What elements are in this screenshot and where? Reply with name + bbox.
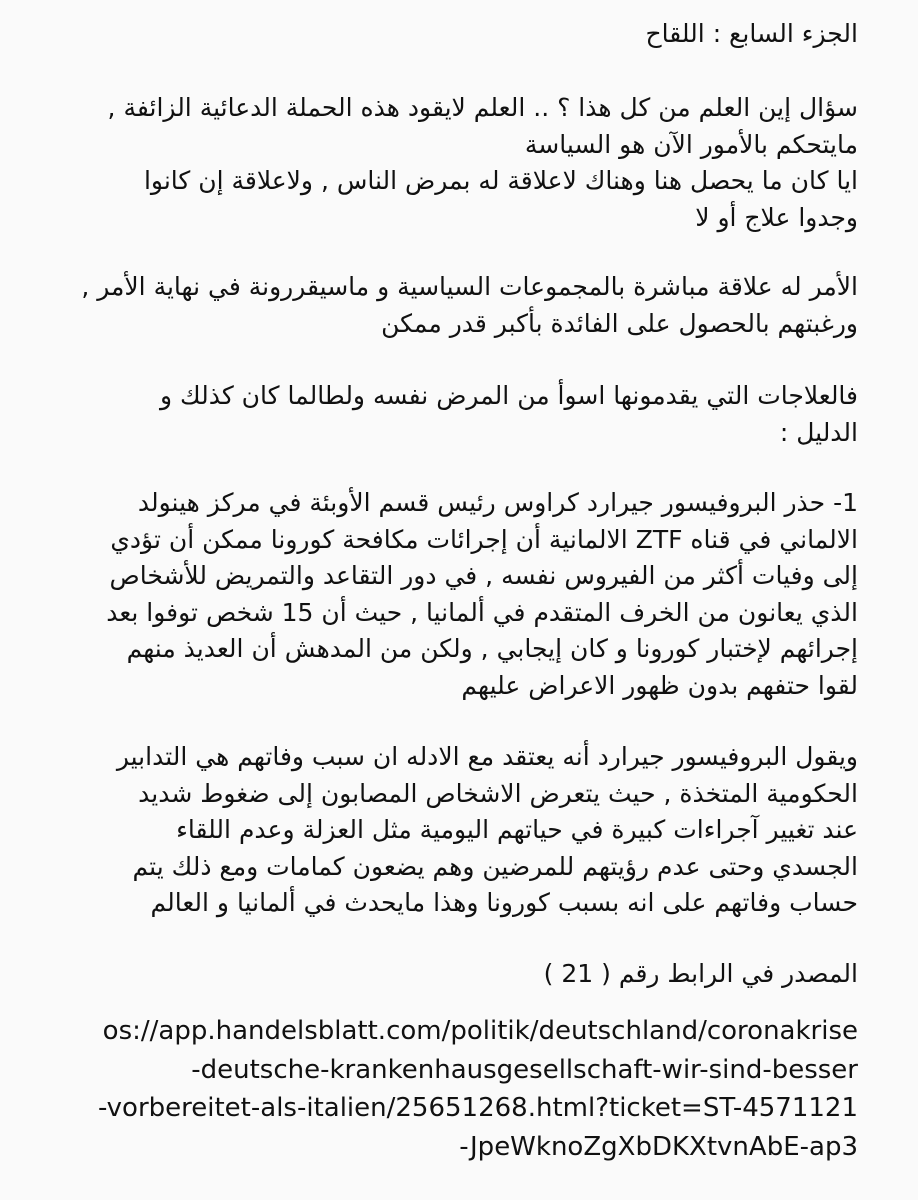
text-line: مايتحكم بالأمور الآن هو السياسة: [524, 129, 858, 159]
paragraph-3: [58, 378, 858, 451]
text-line: الحكومية المتخذة , حيث يتعرض الاشخاص المصابون إلى ضغوط شديد: [138, 778, 858, 808]
text-line: الأمر له علاقة مباشرة بالمجموعات السياسية و ماسيقررونة في نهاية الأمر ,: [81, 272, 858, 301]
text-line: ايا كان ما يحصل هنا وهناك لاعلاقة له بمرض الناس , ولاعلاقة إن كانوا: [143, 166, 858, 195]
url-line[interactable]: os://app.handelsblatt.com/politik/deutschland/coronakrise: [102, 1016, 858, 1046]
heading-line: الجزء السابع : اللقاح: [645, 19, 858, 48]
section-heading: [58, 16, 858, 53]
text-line: وجدوا علاج أو لا: [695, 202, 858, 232]
text-line: الجسدي وحتى عدم رؤيتهم للمرضين وهم يضعون كمامات ومع ذلك يتم: [132, 851, 858, 881]
text-line: فالعلاجات التي يقدمونها اسوأ من المرض نفسه ولطالما كان كذلك و: [160, 381, 858, 410]
text-line: عند تغيير آجراءات كبيرة في حياتهم اليومية مثل العزلة وعدم اللقاء: [176, 815, 858, 844]
paragraph-2: [58, 269, 858, 342]
text-line: 1- حذر البروفيسور جيرارد كراوس رئيس قسم الأوبئة في مركز هينولد: [137, 488, 858, 517]
text-line: لقوا حتفهم بدون ظهور الاعراض عليهم: [461, 670, 858, 700]
text-line: حساب وفاتهم على انه بسبب كورونا وهذا مايحدث في ألمانيا و العالم: [150, 888, 858, 917]
text-line: الدليل :: [779, 417, 858, 447]
text-line: ورغبتهم بالحصول على الفائدة بأكبر قدر ممكن: [381, 308, 858, 338]
url-line[interactable]: -deutsche-krankenhausgesellschaft-wir-sind-besser: [191, 1054, 858, 1085]
text-line: إلى وفيات أكثر من الفيروس نفسه , في دور التقاعد والتمريض للأشخاص: [109, 561, 858, 590]
paragraph-1: [58, 90, 858, 236]
text-line: ويقول البروفيسور جيرارد أنه يعتقد مع الادله ان سبب وفاتهم هي التدابير: [116, 742, 858, 771]
url-line[interactable]: -JpeWknoZgXbDKXtvnAbE-ap3: [459, 1131, 858, 1162]
paragraph-4: [58, 485, 858, 704]
source-url[interactable]: [58, 1012, 858, 1166]
text-line: إجرائهم لإختبار كورونا و كان إيجابي , ولكن من المدهش أن العديذ منهم: [126, 634, 858, 663]
text-line: سؤال إين العلم من كل هذا ؟ .. العلم لايقود هذه الحملة الدعائية الزائفة ,: [107, 93, 858, 122]
source-label: [58, 956, 858, 993]
url-line[interactable]: -vorbereitet-als-italien/25651268.html?ticket=ST-4571121: [97, 1093, 858, 1123]
text-line: الذي يعانون من الخرف المتقدم في ألمانيا , حيث أن 15 شخص توفوا بعد: [106, 597, 858, 627]
text-line: الالماني في قناه ZTF الالمانية أن إجرائات مكافحة كورونا ممكن أن تؤدي: [110, 524, 858, 554]
source-line: المصدر في الرابط رقم ( 21 ): [543, 959, 858, 988]
paragraph-5: [58, 739, 858, 922]
